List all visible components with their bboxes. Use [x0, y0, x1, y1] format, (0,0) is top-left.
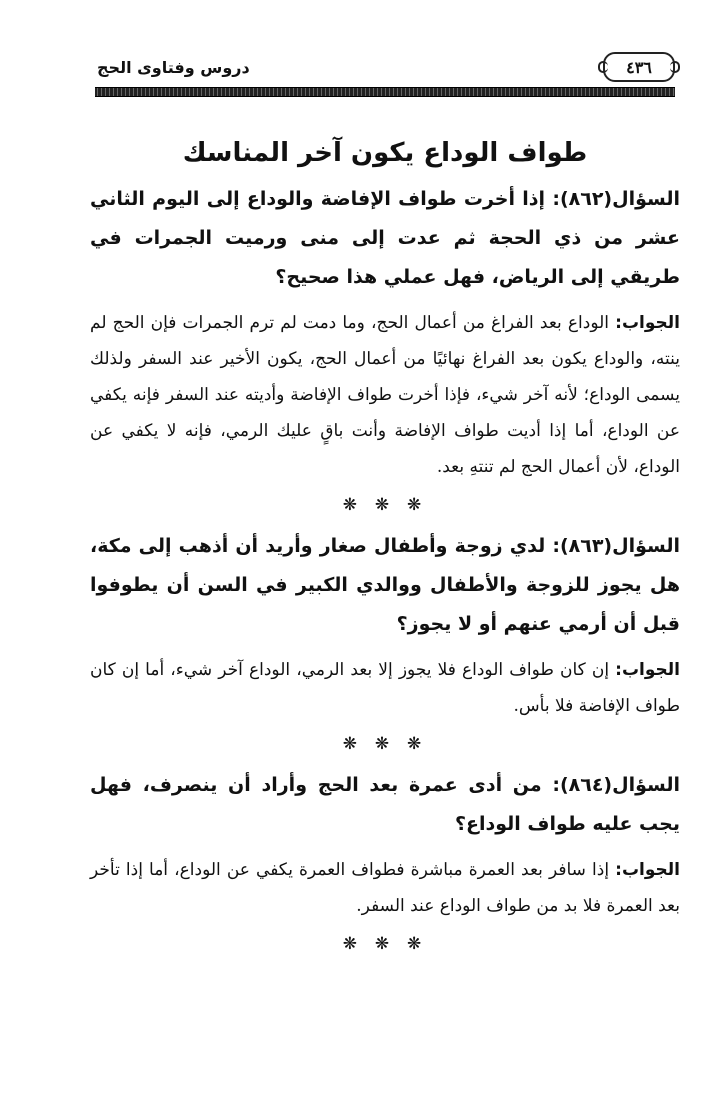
qa-entry-863	[90, 527, 680, 724]
question-863: السؤال(٨٦٣): لدي زوجة وأطفال صغار وأريد أن أذهب إلى مكة، هل يجوز للزوجة والأطفال ووالدي الكبير في السن أن يطوفوا قبل أن أرمي عنهم أو لا يجوز؟	[90, 535, 680, 635]
answer-863	[90, 652, 680, 724]
answer-label: الجواب:	[615, 660, 680, 680]
answer-text: الوداع بعد الفراغ من أعمال الحج، وما دمت لم ترم الجمرات فإن الحج لم ينته، والوداع يكون بعد الفراغ نهائيًا من أعمال الحج، يكون الأخير عند السفر ولذلك يسمى الوداع؛ لأنه آخر شيء، فإذا أخرت طواف الإفاضة وأديته عند السفر فإنه يكفي عن الوداع، أما إذا أديت طواف الإفاضة وأنت باقٍ عليك الرمي، فإنه لا يكفي عن الوداع، لأن أعمال الحج لم تنتهِ بعد.	[90, 313, 680, 477]
header-rule	[95, 87, 675, 97]
answer-text: إذا سافر بعد العمرة مباشرة فطواف العمرة يكفي عن الوداع، أما إذا تأخر بعد العمرة فلا بد من طواف الوداع عند السفر.	[90, 860, 680, 916]
separator-stars: ❋ ❋ ❋	[342, 734, 428, 754]
answer-862	[90, 305, 680, 485]
answer-864	[90, 852, 680, 924]
page-content	[90, 138, 680, 966]
running-head	[95, 52, 675, 86]
answer-label: الجواب:	[615, 860, 681, 880]
question-864: السؤال(٨٦٤): من أدى عمرة بعد الحج وأراد أن ينصرف، فهل يجب عليه طواف الوداع؟	[90, 774, 680, 835]
section-title: طواف الوداع يكون آخر المناسك	[182, 138, 588, 168]
answer-label: الجواب:	[615, 313, 681, 333]
separator-stars: ❋ ❋ ❋	[342, 934, 428, 954]
qa-entry-862	[90, 180, 680, 485]
question-862: السؤال(٨٦٢): إذا أخرت طواف الإفاضة والوداع إلى اليوم الثاني عشر من ذي الحجة ثم عدت إلى منى ورميت الجمرات في طريقي إلى الرياض، فهل عملي هذا صحيح؟	[90, 188, 680, 288]
answer-text: إن كان طواف الوداع فلا يجوز إلا بعد الرمي، الوداع آخر شيء، أما إن كان طواف الإفاضة فلا بأس.	[90, 660, 680, 716]
separator-stars: ❋ ❋ ❋	[342, 495, 428, 515]
qa-entry-864	[90, 766, 680, 924]
page-number: ٤٣٦	[603, 52, 675, 82]
book-title: دروس وفتاوى الحج	[97, 58, 250, 77]
